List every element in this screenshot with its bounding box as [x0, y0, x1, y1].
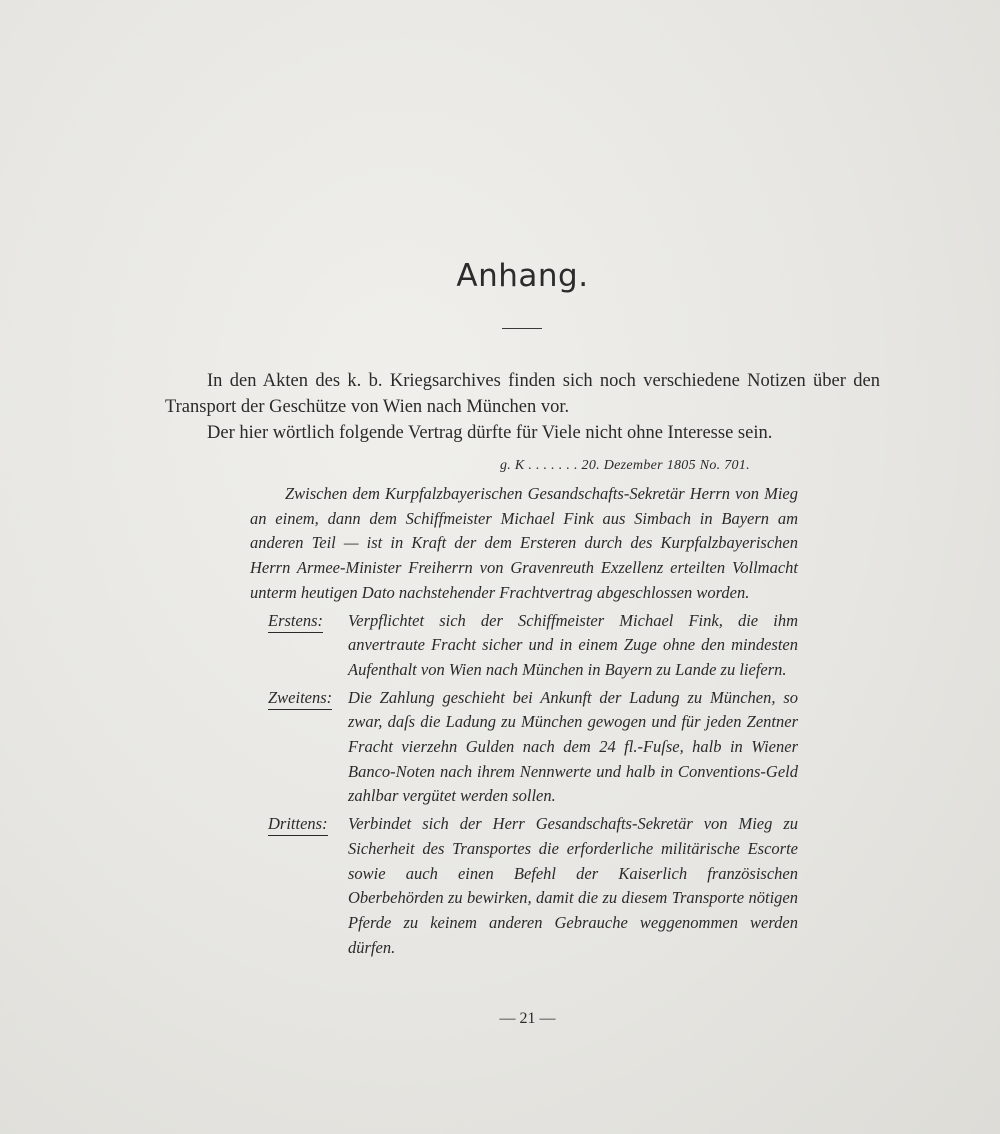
- title-divider: [502, 328, 542, 329]
- clause-label-1: Erstens:: [268, 610, 323, 633]
- clause-label-2: Zweitens:: [268, 687, 332, 710]
- contract-clause-2: [250, 686, 798, 810]
- contract-preamble: Zwischen dem Kurpfalzbayerischen Gesandschafts-Sekretär Herrn von Mieg an einem, dann dem Schiffmeister Michael Fink aus Simbach in Bayern am anderen Teil — ist in Kraft der dem Ersteren durch des Kurpfalzbayerischen Herrn Armee-Minister Freiherrn von Gravenreuth Exzellenz erteilten Vollmacht unterm heutigen Dato nachstehender Frachtvertrag abgeschlossen worden.: [250, 484, 798, 602]
- archive-reference: g. K . . . . . . . 20. Dezember 1805 No. 701.: [500, 458, 750, 473]
- intro-paragraph-1: In den Akten des k. b. Kriegsarchives finden sich noch verschiedene Notizen über den Transport der Geschütze von Wien nach München vor.: [165, 371, 880, 417]
- intro-section: [165, 368, 880, 446]
- intro-paragraph-2: Der hier wörtlich folgende Vertrag dürfte für Viele nicht ohne Interesse sein.: [207, 423, 773, 443]
- page-title: Anhang.: [456, 258, 589, 294]
- clause-text-2: Die Zahlung geschieht bei Ankunft der Ladung zu München, so zwar, daſs die Ladung zu München gewogen und für jeden Zentner Fracht vierzehn Gulden nach dem 24 fl.-Fuſse, halb in Wiener Banco-Noten nach ihrem Nennwerte und halb in Conventions-Geld zahlbar vergütet werden sollen.: [348, 687, 798, 806]
- clause-text-3: Verbindet sich der Herr Gesandschafts-Sekretär von Mieg zu Sicherheit des Transportes die erforderliche militärische Escorte sowie auch einen Befehl der Kaiserlich französischen Oberbehörden zu bewirken, damit die zu diesem Transporte nötigen Pferde zu keinem anderen Gebrauche weggenommen werden dürfen.: [348, 814, 798, 957]
- contract-clause-3: [250, 812, 798, 960]
- clause-text-1: Verpflichtet sich der Schiffmeister Michael Fink, die ihm anvertraute Fracht sicher und in einem Zuge ohne den mindesten Aufenthalt von Wien nach München in Bayern zu Lande zu liefern.: [348, 610, 798, 679]
- clause-label-3: Drittens:: [268, 813, 328, 836]
- contract-text: [250, 482, 798, 960]
- page-number: — 21 —: [499, 1010, 556, 1027]
- contract-clause-1: [250, 609, 798, 683]
